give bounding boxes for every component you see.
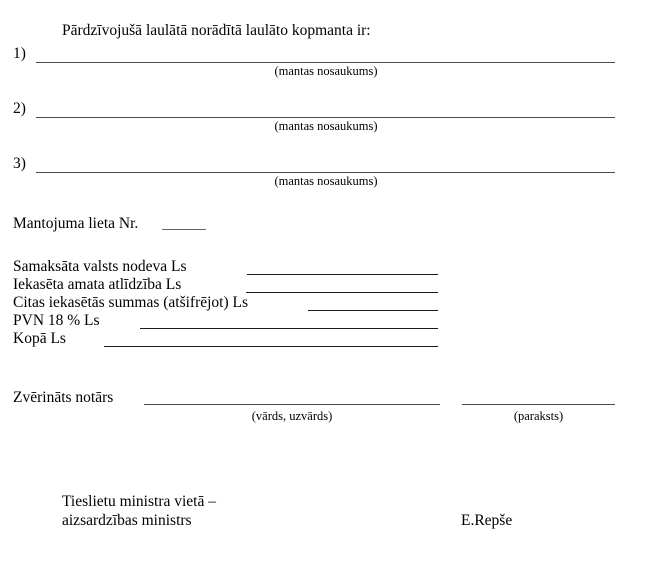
property-item-1-input[interactable] [36, 62, 615, 63]
fee-input-vat[interactable] [140, 328, 438, 329]
notary-name-caption: (vārds, uzvārds) [251, 409, 333, 423]
property-item-1-number: 1) [13, 45, 26, 62]
property-item-2-number: 2) [13, 100, 26, 117]
footer-title-line-1: Tieslietu ministra vietā – [62, 493, 216, 510]
fee-label-other-sums: Citas iekasētās summas (atšifrējot) Ls [13, 294, 249, 311]
footer-signatory-name: E.Repše [461, 512, 513, 529]
property-item-3-caption: (mantas nosaukums) [274, 174, 378, 188]
property-item-3-input[interactable] [36, 172, 615, 173]
fee-label-office-remuneration: Iekasēta amata atlīdzība Ls [13, 276, 182, 293]
property-item-2-input[interactable] [36, 117, 615, 118]
fee-input-state-duty[interactable] [247, 274, 438, 275]
footer-title-line-2: aizsardzības ministrs [62, 512, 192, 529]
fee-label-state-duty: Samaksāta valsts nodeva Ls [13, 258, 187, 275]
fee-label-total: Kopā Ls [13, 330, 66, 347]
fee-input-other-sums[interactable] [308, 310, 438, 311]
page-title: Pārdzīvojušā laulātā norādītā laulāto kopmanta ir: [62, 22, 371, 39]
fee-label-vat: PVN 18 % Ls [13, 312, 100, 329]
case-number-label: Mantojuma lieta Nr. [13, 215, 139, 232]
notary-signature-caption: (paraksts) [513, 409, 564, 423]
property-item-1-caption: (mantas nosaukums) [274, 64, 378, 78]
property-item-2-caption: (mantas nosaukums) [274, 119, 378, 133]
fee-input-office-remuneration[interactable] [246, 292, 438, 293]
notary-signature-input[interactable] [462, 404, 615, 405]
fee-input-total[interactable] [104, 346, 438, 347]
notary-label: Zvērināts notārs [13, 389, 114, 406]
case-number-input[interactable] [162, 229, 206, 230]
notary-name-input[interactable] [144, 404, 440, 405]
property-item-3-number: 3) [13, 155, 26, 172]
